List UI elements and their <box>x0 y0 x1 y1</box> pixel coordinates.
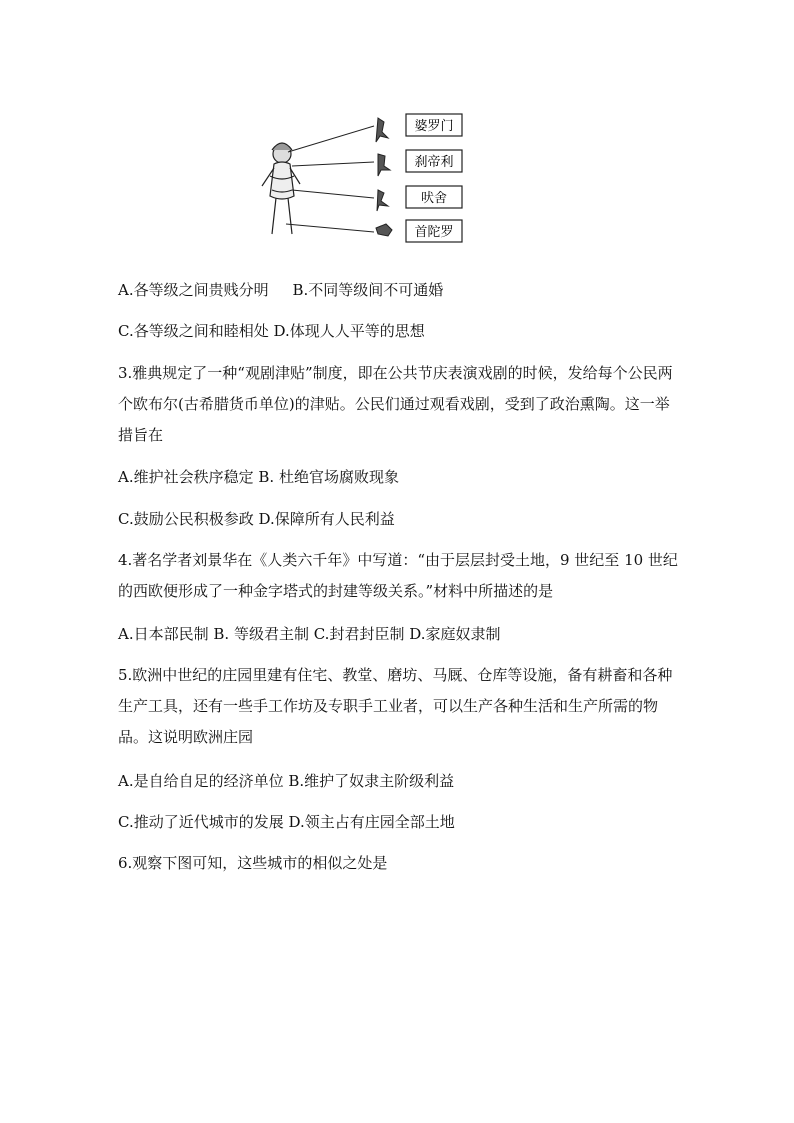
q4-option-b: B. 等级君主制 <box>213 625 309 643</box>
q3-options-row1 <box>118 467 628 487</box>
q3-option-b: B. 杜绝官场腐败现象 <box>258 468 399 486</box>
q4-stem: 4.著名学者刘景华在《人类六千年》中写道：“由于层层封受土地，9 世纪至 10 世纪的西欧便形成了一种金字塔式的封建等级关系。”材料中所描述的是 <box>118 551 678 600</box>
label-kshatriya: 刹帝利 <box>414 155 454 170</box>
label-shudra: 首陀罗 <box>414 225 454 240</box>
q3-options-row2 <box>118 509 628 529</box>
q2-option-d: D.体现人人平等的思想 <box>273 322 425 340</box>
q5-option-b: B.维护了奴隶主阶级利益 <box>288 772 455 790</box>
q5-option-d: D.领主占有庄园全部土地 <box>288 813 455 831</box>
q4-option-a: A.日本部民制 <box>118 625 209 643</box>
human-figure-illustration <box>262 143 300 234</box>
q5-option-c: C.推动了近代城市的发展 <box>118 813 284 831</box>
q3-option-c: C.鼓励公民积极参政 <box>118 510 254 528</box>
q6-stem: 6.观察下图可知，这些城市的相似之处是 <box>118 854 388 872</box>
q3-stem: 3.雅典规定了一种“观剧津贴”制度，即在公共节庆表演戏剧的时候，发给每个公民两个欧布尔(古希腊货币单位)的津贴。公民们通过观看戏剧，受到了政治熏陶。这一举措旨在 <box>118 364 673 444</box>
q2-options-row2 <box>118 321 628 341</box>
q4-options-row <box>118 624 628 644</box>
q4-option-c: C.封君封臣制 <box>313 625 405 643</box>
label-brahmin: 婆罗门 <box>414 119 454 134</box>
q5-options-row1 <box>118 771 628 791</box>
q2-option-b: B.不同等级间不可通婚 <box>292 281 444 299</box>
q2-options-row1 <box>118 280 628 300</box>
q2-option-a: A.各等级之间贵贱分明 <box>118 281 269 299</box>
q3-option-d: D.保障所有人民利益 <box>258 510 395 528</box>
caste-label-boxes <box>406 114 462 242</box>
caste-illustration <box>250 106 470 252</box>
caste-figure <box>250 106 470 252</box>
label-vaishya: 吠舍 <box>420 191 448 206</box>
q4-option-d: D.家庭奴隶制 <box>409 625 501 643</box>
q3-option-a: A.维护社会秩序稳定 <box>118 468 254 486</box>
q5-options-row2 <box>118 812 628 832</box>
q5-stem: 5.欧洲中世纪的庄园里建有住宅、教堂、磨坊、马厩、仓库等设施，备有耕畜和各种生产工具，还有一些手工作坊及专职手工业者，可以生产各种生活和生产所需的物品。这说明欧洲庄园 <box>118 666 673 746</box>
q2-option-c: C.各等级之间和睦相处 <box>118 322 269 340</box>
q5-option-a: A.是自给自足的经济单位 <box>118 772 284 790</box>
small-figures <box>376 118 392 236</box>
